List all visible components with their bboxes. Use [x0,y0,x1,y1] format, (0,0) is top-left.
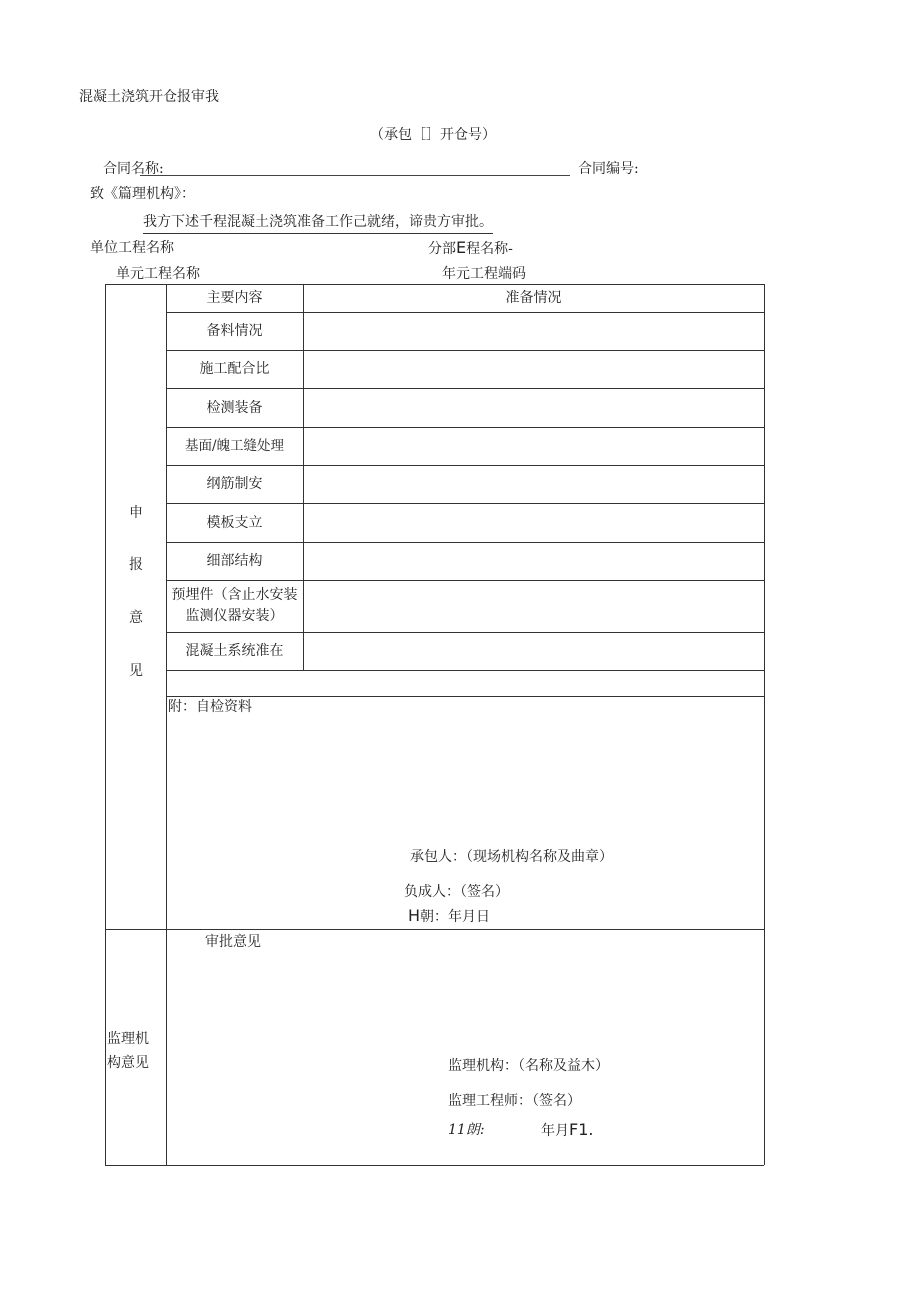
supervision-side-label-line1: 监理机 [107,1031,149,1047]
statement-text: 我方下述千程混凝土浇筑准备工作己就绪，谛贵方审批。 [143,213,493,234]
section-divider [105,929,764,930]
row-label-concrete-system: 混凝土系统准在 [185,643,284,659]
table-left-border [105,284,106,1165]
side-label-char: 报 [129,557,143,573]
row-label-testing-equipment: 检测装备 [206,399,263,416]
contractor-label: 承包人：（现场机构名称及曲章） [410,849,613,865]
division-project-label: 分部E程名称- [428,238,513,257]
supervision-date-label: 11朗: [448,1122,485,1138]
attachment-label: 附：自检资料 [168,699,252,715]
contract-name-underline [140,175,570,176]
supervision-side-label-line2: 构意见 [107,1055,149,1071]
table-right-border [764,284,765,1165]
row-label-detail-structure: 细部结构 [206,553,263,569]
row-label-rebar: 纲筋制安 [206,476,263,492]
supervision-engineer-label: 监理工程师：（签名） [448,1093,581,1109]
row-line [166,670,764,671]
unit-project-label: 单位工程名称 [90,240,174,256]
supervision-org-label: 监理机构：（名称及益木） [448,1058,609,1074]
responsible-person-label: 负成人：（签名） [404,884,509,900]
contract-name-label: 合同名称: [103,161,164,177]
col-header-status: 准备情况 [505,290,562,306]
supervision-date-value: 年月F1. [541,1120,594,1139]
row-label-materials: 备料情况 [206,323,263,339]
side-label-char: 见 [129,663,143,679]
row-line [166,696,764,697]
side-label-char: 申 [129,505,143,521]
approval-opinion-label: 审批意见 [205,934,261,950]
col-header-content: 主要内容 [206,290,263,306]
document-subtitle: （承包［］开仓号） [370,127,496,143]
contractor-date-label: H朝：年月日 [408,906,491,925]
recipient-line: 致《篇理机构》： [90,186,195,202]
side-label-char: 意 [129,610,143,626]
document-title: 混凝土浇筑开仓报审我 [79,89,219,105]
element-project-label: 单元工程名称 [116,266,200,282]
content-column-divider [303,284,304,670]
contract-no-label: 合同编号: [578,161,639,177]
row-label-embedded-parts: 预埋件（含止水安装监测仪器安装） [171,587,298,624]
row-label-base-treatment: 基面/魄工缝处理 [184,438,285,454]
element-code-label: 年元工程端码 [442,266,526,282]
row-label-mix-ratio: 施工配合比 [199,361,270,377]
table-bottom-border [105,1165,764,1166]
row-label-formwork: 模板支立 [206,514,263,531]
